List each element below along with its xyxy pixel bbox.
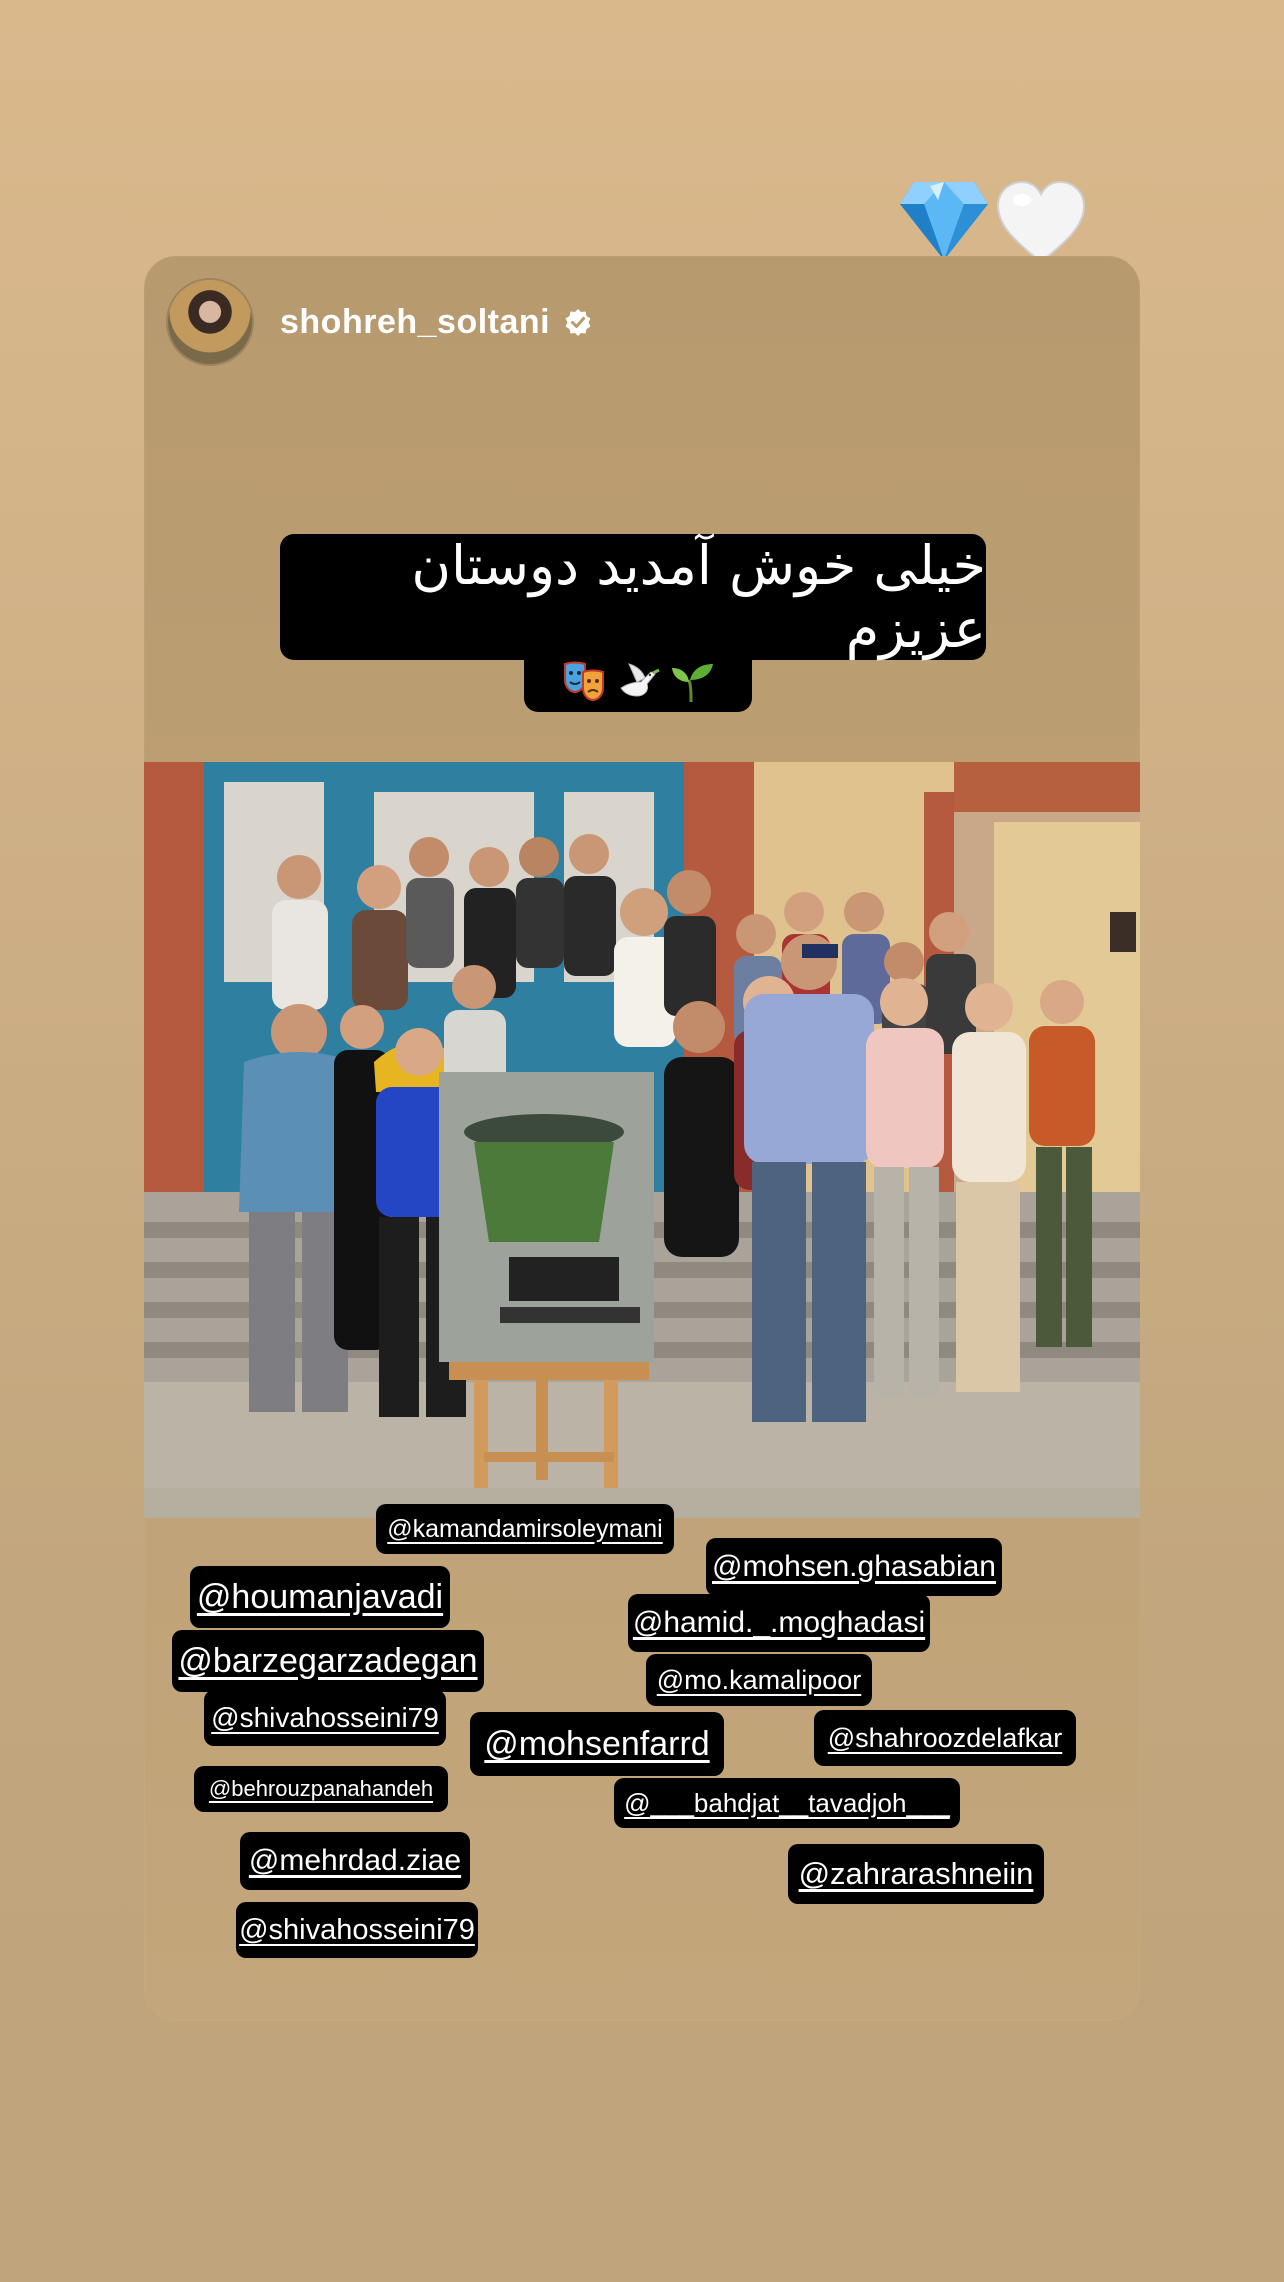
mention-tag[interactable]: @houmanjavadi [190,1566,450,1628]
mention-tag[interactable]: @mohsen.ghasabian [706,1538,1002,1596]
caption-emoji-row [524,650,752,712]
mention-tag[interactable]: @mohsenfarrd [470,1712,724,1776]
mention-tag[interactable]: @shivahosseini79 [236,1902,478,1958]
white-heart-icon [996,180,1086,266]
group-photo [144,762,1140,1518]
gem-stone-icon [900,180,988,260]
mention-tag[interactable]: @mo.kamalipoor [646,1654,872,1706]
mention-tag[interactable]: @kamandamirsoleymani [376,1504,674,1554]
mention-tag[interactable]: @mehrdad.ziae [240,1832,470,1890]
performing-arts-icon [561,658,607,704]
mention-tag[interactable]: @hamid._.moghadasi [628,1594,930,1652]
caption-box [280,534,986,660]
dove-icon [615,658,661,704]
mention-tag[interactable]: @barzegarzadegan [172,1630,484,1692]
avatar[interactable] [168,280,252,364]
seedling-icon [669,658,715,704]
mention-tag[interactable]: @shahroozdelafkar [814,1710,1076,1766]
mention-tag[interactable]: @behrouzpanahandeh [194,1766,448,1812]
verified-badge-icon [564,308,592,336]
post-header[interactable] [168,280,592,364]
shared-post-card[interactable] [144,256,1140,2021]
caption-text: خیلی خوش آمدید دوستان عزیزم [411,534,986,660]
mention-tag[interactable]: @shivahosseini79 [204,1690,446,1746]
username[interactable]: shohreh_soltani [280,302,551,341]
mention-tag[interactable]: @___bahdjat__tavadjoh___ [614,1778,960,1828]
mention-tag[interactable]: @zahrarashneiin [788,1844,1044,1904]
